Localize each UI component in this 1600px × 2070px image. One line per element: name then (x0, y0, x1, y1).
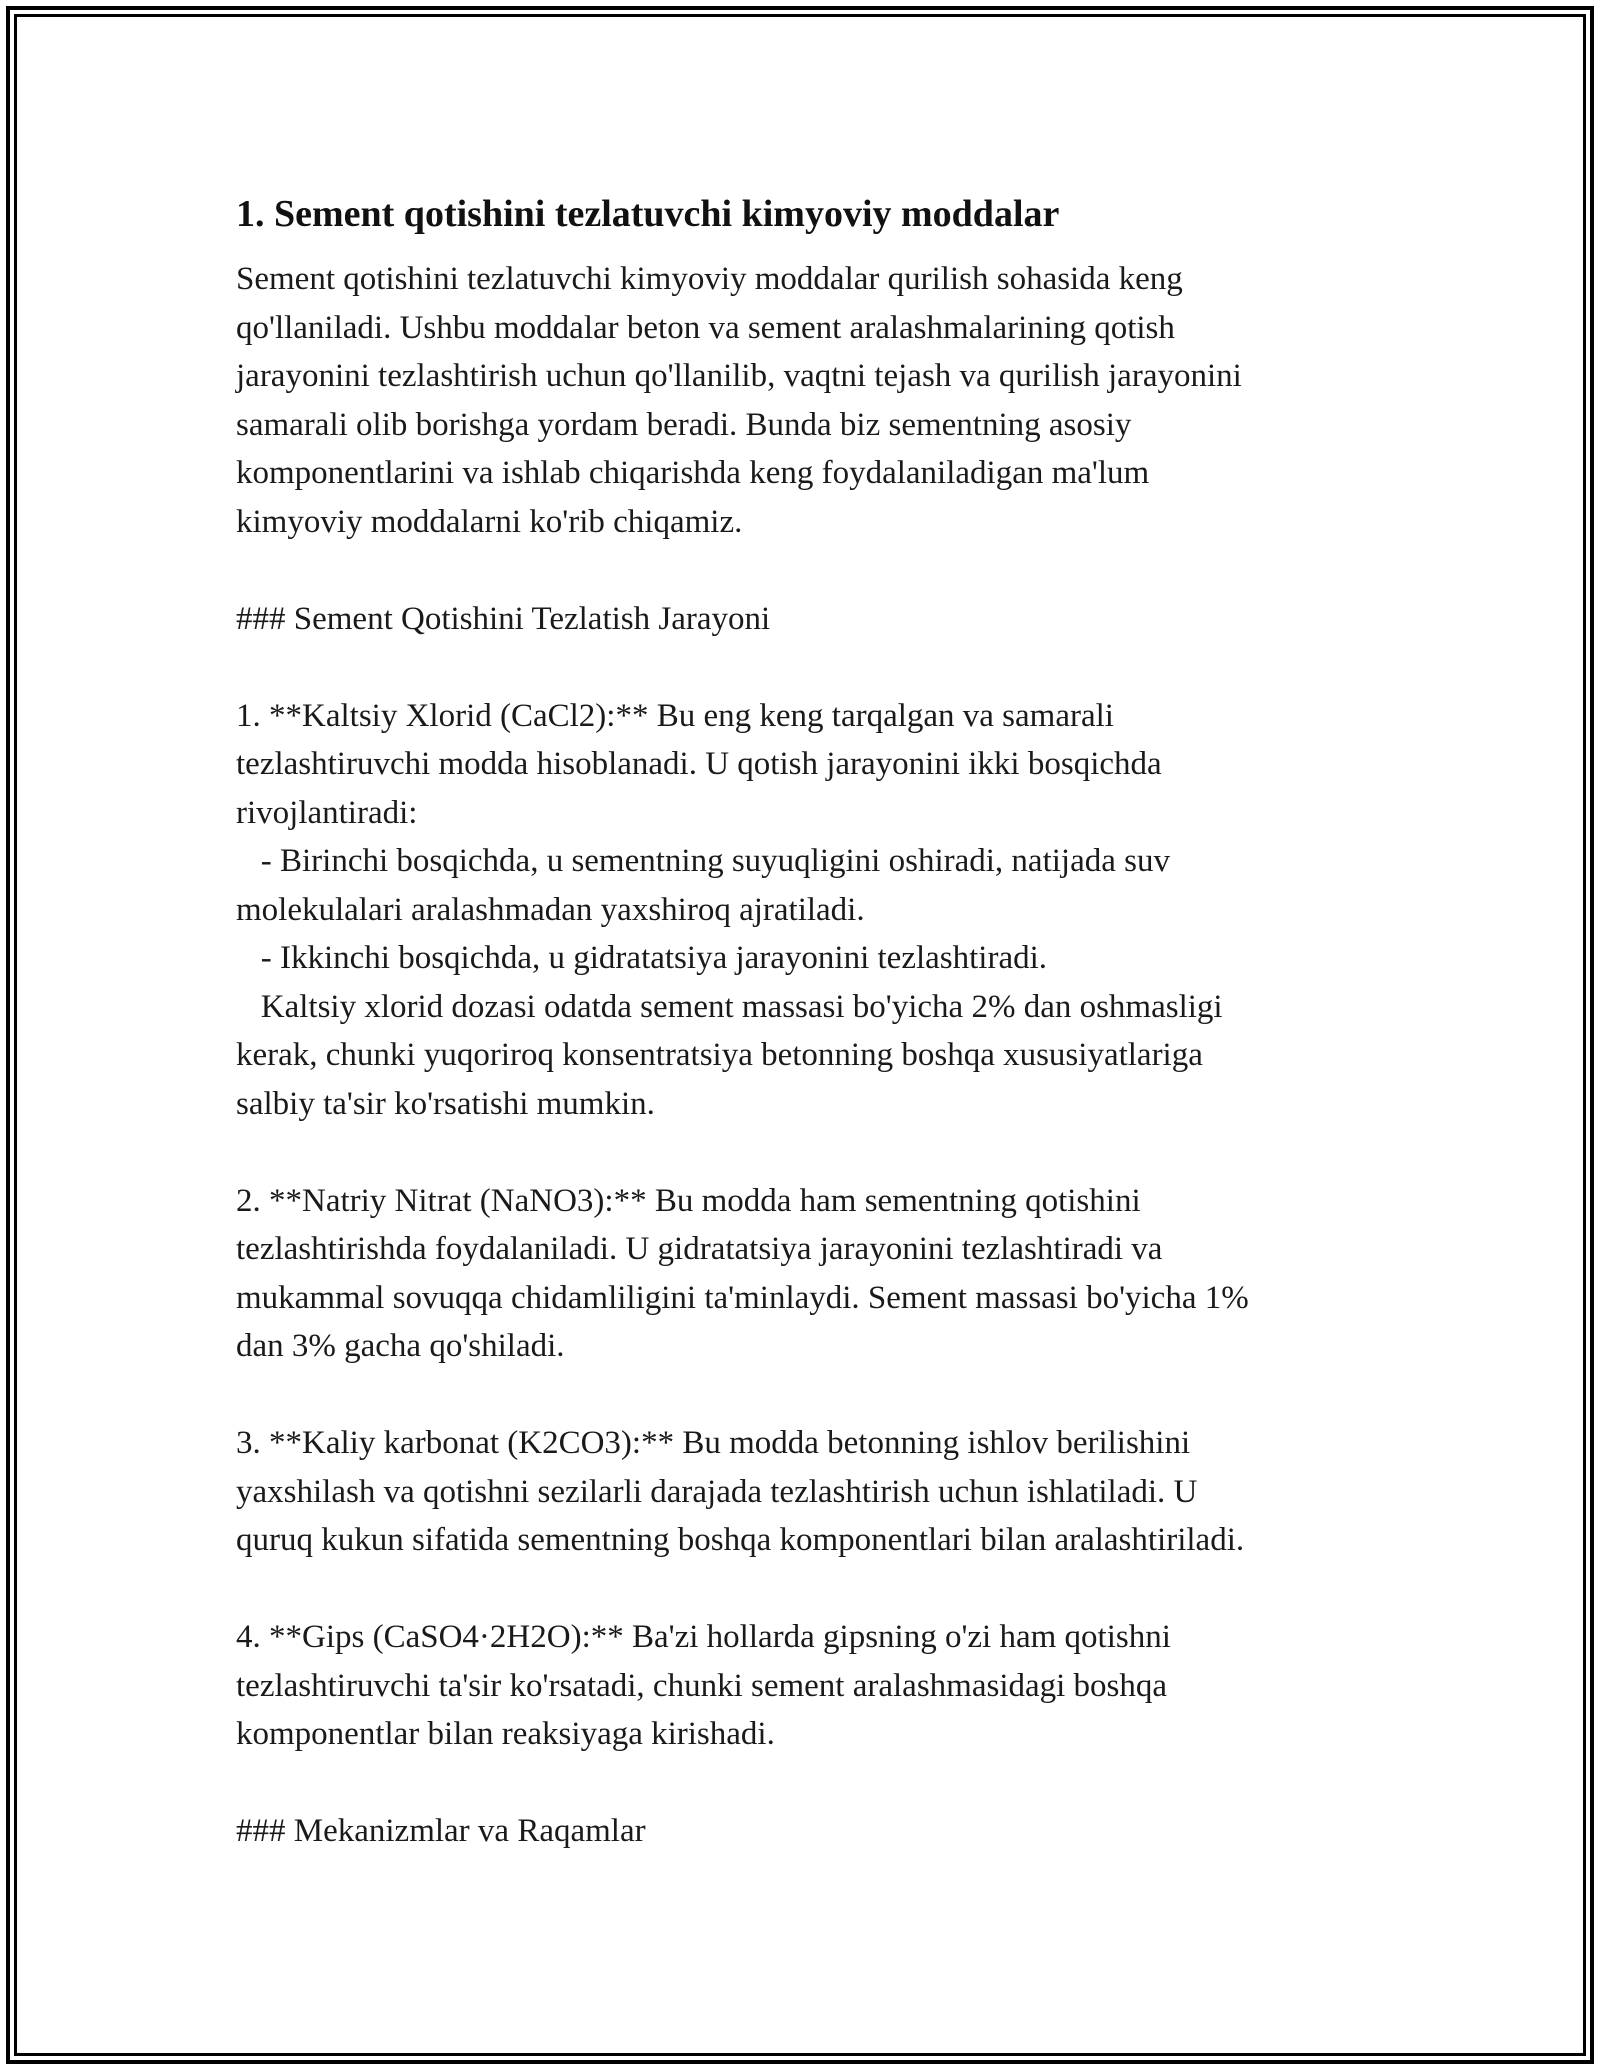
document-title: 1. Sement qotishini tezlatuvchi kimyoviy moddalar (236, 193, 1060, 235)
document-body: Sement qotishini tezlatuvchi kimyoviy moddalar qurilish sohasida keng qo'llaniladi. Ushbu moddalar beton va sement aralashmalarining qotish jarayonini tezlashtirish uchun qo'llanilib, vaqtni tejash va qurilish jarayonini samarali olib borishga yordam beradi. Bunda biz sementning asosiy komponentlarini va ishlab chiqarishda keng foydalaniladigan ma'lum kimyoviy moddalarni ko'rib chiqamiz. ### Sement Qotishini Tezlatish Jarayoni 1. **Kaltsiy Xlorid (CaCl2):** Bu eng keng tarqalgan va samarali tezlashtiruvchi modda hisoblanadi. U qotish jarayonini ikki bosqichda rivojlantiradi: - Birinchi bosqichda, u sementning suyuqligini oshiradi, natijada suv molekulalari aralashmadan yaxshiroq ajratiladi. - Ikkinchi bosqichda, u gidratatsiya jarayonini tezlashtiradi. Kaltsiy xlorid dozasi odatda sement massasi bo'yicha 2% dan oshmasligi kerak, chunki yuqoriroq konsentratsiya betonning boshqa xususiyatlariga salbiy ta'sir ko'rsatishi mumkin. 2. **Natriy Nitrat (NaNO3):** Bu modda ham sementning qotishini tezlashtirishda foydalaniladi. U gidratatsiya jarayonini tezlashtiradi va mukammal sovuqqa chidamliligini ta'minlaydi. Sement massasi bo'yicha 1% dan 3% gacha qo'shiladi. 3. **Kaliy karbonat (K2CO3):** Bu modda betonning ishlov berilishini yaxshilash va qotishni sezilarli darajada tezlashtirish uchun ishlatiladi. U quruq kukun sifatida sementning boshqa komponentlari bilan aralashtiriladi. 4. **Gips (CaSO4·2H2O):** Ba'zi hollarda gipsning o'zi ham qotishni tezlashtiruvchi ta'sir ko'rsatadi, chunki sement aralashmasidagi boshqa komponentlar bilan reaksiyaga kirishadi. ### Mekanizmlar va Raqamlar (236, 261, 1249, 1849)
document-content (236, 185, 1376, 1856)
